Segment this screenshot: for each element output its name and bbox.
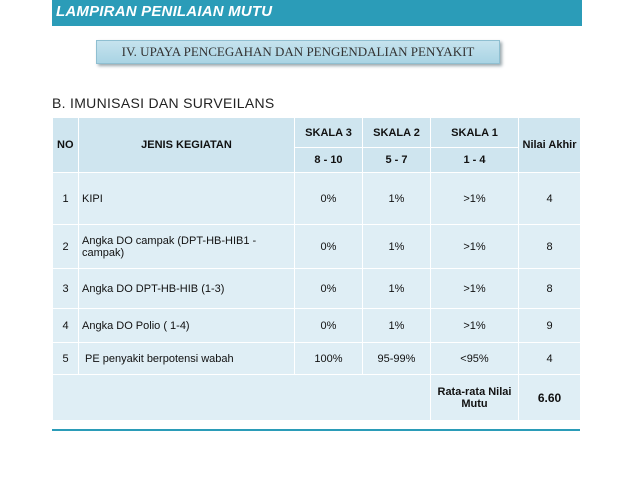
header-nilai: Nilai Akhir [519, 118, 581, 173]
row-no: 4 [53, 309, 79, 343]
table-average-row [53, 375, 581, 421]
row-skala2: 1% [363, 225, 431, 269]
row-nilai: 8 [519, 269, 581, 309]
table-row [53, 225, 581, 269]
row-skala3: 0% [295, 225, 363, 269]
row-nilai: 8 [519, 225, 581, 269]
row-skala1: >1% [431, 173, 519, 225]
row-skala3: 0% [295, 309, 363, 343]
row-no: 5 [53, 343, 79, 375]
header-skala1: SKALA 1 [431, 118, 519, 148]
header-skala3: SKALA 3 [295, 118, 363, 148]
row-skala1: >1% [431, 225, 519, 269]
table-row [53, 343, 581, 375]
row-nilai: 4 [519, 173, 581, 225]
row-skala3: 0% [295, 173, 363, 225]
row-skala1: >1% [431, 269, 519, 309]
range-skala3: 8 - 10 [295, 148, 363, 173]
section-title-box [96, 40, 500, 64]
row-skala2: 1% [363, 173, 431, 225]
bottom-divider [52, 429, 580, 431]
row-skala3: 100% [295, 343, 363, 375]
row-kegiatan: PE penyakit berpotensi wabah [79, 343, 295, 375]
row-no: 3 [53, 269, 79, 309]
page-title: LAMPIRAN PENILAIAN MUTU [56, 3, 273, 20]
row-skala2: 1% [363, 269, 431, 309]
table-header-row [53, 118, 581, 148]
assessment-table [52, 117, 581, 421]
row-skala1: <95% [431, 343, 519, 375]
table-row [53, 309, 581, 343]
row-no: 1 [53, 173, 79, 225]
section-title: IV. UPAYA PENCEGAHAN DAN PENGENDALIAN PENYAKIT [121, 44, 475, 59]
row-kegiatan: Angka DO Polio ( 1-4) [79, 309, 295, 343]
table-row [53, 173, 581, 225]
header-no: NO [53, 118, 79, 173]
range-skala2: 5 - 7 [363, 148, 431, 173]
average-spacer [53, 375, 431, 421]
header-skala2: SKALA 2 [363, 118, 431, 148]
row-skala3: 0% [295, 269, 363, 309]
subheading: B. IMUNISASI DAN SURVEILANS [52, 95, 275, 111]
row-kegiatan: KIPI [79, 173, 295, 225]
row-skala1: >1% [431, 309, 519, 343]
average-value: 6.60 [519, 375, 581, 421]
row-kegiatan: Angka DO campak (DPT-HB-HIB1 - campak) [79, 225, 295, 269]
row-nilai: 4 [519, 343, 581, 375]
row-nilai: 9 [519, 309, 581, 343]
row-skala2: 1% [363, 309, 431, 343]
header-kegiatan: JENIS KEGIATAN [79, 118, 295, 173]
range-skala1: 1 - 4 [431, 148, 519, 173]
row-kegiatan: Angka DO DPT-HB-HIB (1-3) [79, 269, 295, 309]
row-no: 2 [53, 225, 79, 269]
average-label: Rata-rata Nilai Mutu [431, 375, 519, 421]
table-row [53, 269, 581, 309]
row-skala2: 95-99% [363, 343, 431, 375]
